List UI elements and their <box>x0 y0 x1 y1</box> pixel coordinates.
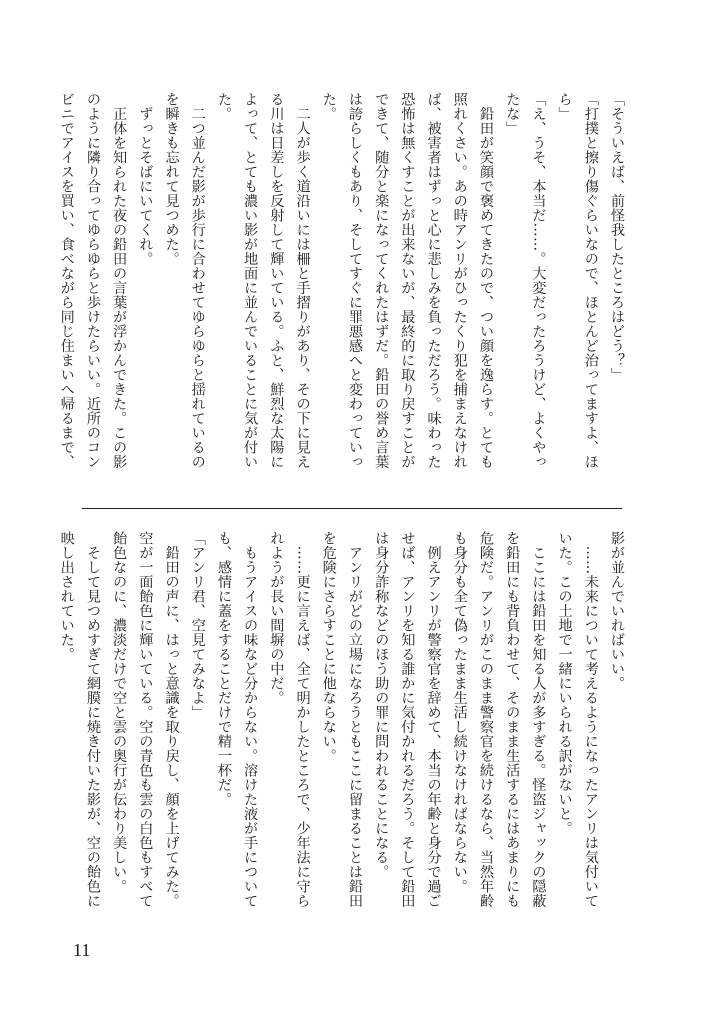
paragraph: 「アンリ君、空見てみなよ」 <box>189 531 206 720</box>
upper-text-block <box>58 92 630 470</box>
paragraph: ずっとそばにいてくれ。 <box>137 92 154 266</box>
paragraph: 「そういえば、前怪我したところはどう？」 <box>609 92 625 382</box>
paragraph: 正体を知られた夜の鉛田の言葉が浮かんできた。この影のように隣り合ってゆらゆらと歩けたらいい。近所のコンビニでアイスを買い、食べながら同じ住まいへ帰るまで、 <box>58 92 128 469</box>
paragraph: 例えアンリが警察官を辞めて、本当の年齢と身分で過ごせば、アンリを知る誰かに気付かれるだろう。そして鉛田は身分詐称などのほう助の罪に問われることになる。 <box>373 531 442 908</box>
paragraph: ……未来について考えるようになったアンリは気付いていた。この土地で一緒にいられる訳がないと。 <box>556 531 599 908</box>
paragraph: もうアイスの味など分からない。溶けた液が手についても、感情に蓋をすることだけで精一杯だ。 <box>215 531 259 908</box>
paragraph: ……更に言えば、全て明かしたところで、少年法に守られようが長い間塀の中だ。 <box>268 531 311 908</box>
paragraph: 「打撲と擦り傷ぐらいなので、ほとんど治ってますよ、ほら」 <box>556 92 599 469</box>
paragraph: 「え、うそ、本当だ……。大変だったろうけど、よくやったな」 <box>504 92 547 469</box>
paragraph: ここには鉛田を知る人が多すぎる。怪盗ジャックの隠蔽を鉛田にも背負わせて、そのまま生活するにはあまりにも危険だ。アンリがこのまま警察官を続けるなら、当然年齢も身分も全て偽ったまま生活し続けなければならない。 <box>451 531 547 908</box>
lower-text-block <box>58 531 630 911</box>
paragraph: 二人が歩く道沿いには柵と手摺りがあり、その下に見える川は日差しを反射して輝いている。ふと、鮮烈な太陽によって、とても濃い影が地面に並んでいることに気が付いた。 <box>215 92 311 469</box>
section-divider <box>82 508 622 509</box>
page-number: 11 <box>73 940 91 960</box>
paragraph: 影が並んでいればいい。 <box>609 531 625 691</box>
paragraph: アンリがどの立場になろうともここに留まることは鉛田を危険にさらすことに他ならない。 <box>320 531 363 908</box>
paragraph: 鉛田の声に、はっと意識を取り戻し、顔を上げてみた。空が一面飴色に輝いている。空の青色も雲の白色もすべて飴色なのに、濃淡だけで空と雲の奥行が伝わり美しい。 <box>111 531 180 908</box>
paragraph: 鉛田が笑顔で褒めてきたので、つい顔を逸らす。とても照れくさい。あの時アンリがひったくり犯を捕まえなければ、被害者はずっと心に悲しみを負っただろう。味わった恐怖は無くすことが出来ないが、最終的に取り戻すことができて、随分と楽になってくれたはずだ。鉛田の誉め言葉は誇らしくもあり、そしてすぐに罪悪感へと変わっていった。 <box>320 92 494 469</box>
paragraph: 二つ並んだ影が歩行に合わせてゆらゆらと揺れているのを瞬きも忘れて見つめた。 <box>163 92 206 469</box>
paragraph: そして見つめすぎて網膜に焼き付いた影が、空の飴色に映し出されていた。 <box>58 531 101 908</box>
